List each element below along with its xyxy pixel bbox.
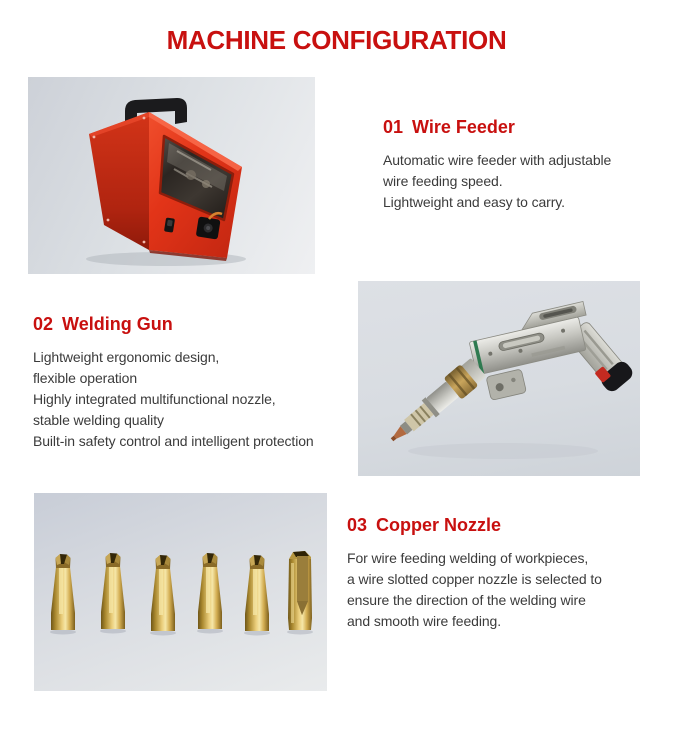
section-text-line: wire feeding speed. [383, 173, 503, 189]
section-wire-feeder [383, 116, 611, 213]
section-text-line: ensure the direction of the welding wire [347, 592, 586, 608]
wire-feeder-image [28, 77, 315, 274]
section-number: 03 [347, 515, 368, 535]
section-title: Wire Feeder [412, 117, 515, 137]
section-welding-gun [33, 313, 314, 452]
section-number: 02 [33, 314, 54, 334]
section-copper-nozzle [347, 514, 602, 632]
section-text-line: flexible operation [33, 370, 138, 386]
welding-gun-illustration [358, 281, 640, 476]
copper-nozzle-illustration [34, 493, 327, 691]
section-title: Copper Nozzle [376, 515, 502, 535]
section-heading-copper-nozzle [347, 514, 602, 536]
section-title: Welding Gun [62, 314, 173, 334]
section-text-line: Automatic wire feeder with adjustable [383, 152, 612, 168]
section-text-line: and smooth wire feeding. [347, 613, 502, 629]
copper-nozzle-image [34, 493, 327, 691]
welding-gun-image [358, 281, 640, 476]
section-heading-wire-feeder [383, 116, 611, 138]
section-text-line: Lightweight ergonomic design, [33, 349, 220, 365]
section-text-line: stable welding quality [33, 412, 164, 428]
section-text-line: For wire feeding welding of workpieces, [347, 550, 589, 566]
section-text-line: a wire slotted copper nozzle is selected to [347, 571, 602, 587]
section-text-line: Highly integrated multifunctional nozzle, [33, 391, 276, 407]
section-text-line: Lightweight and easy to carry. [383, 194, 565, 210]
section-number: 01 [383, 117, 404, 137]
wire-feeder-illustration [28, 77, 315, 274]
section-heading-welding-gun [33, 313, 314, 335]
page-title: MACHINE CONFIGURATION [166, 25, 507, 55]
section-text-line: Built-in safety control and intelligent protection [33, 433, 314, 449]
